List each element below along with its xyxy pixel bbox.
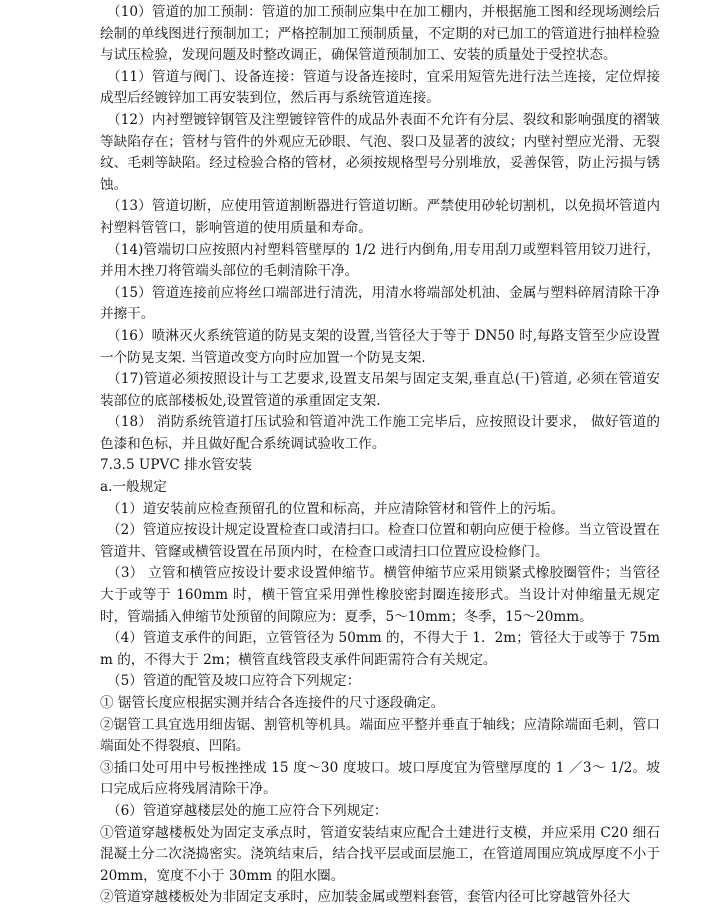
section-heading: 7.3.5 UPVC 排水管安装	[100, 457, 253, 474]
list-item: ③插口处可用中号板挫挫成 15 度～30 度坡口。坡口厚度宜为管壁厚度的 1 ／3～ 1/2。坡口完成后应将残屑清除干净。	[100, 759, 660, 798]
list-item: ②锯管工具宜选用细齿锯、割管机等机具。端面应平整并垂直于轴线；应清除端面毛刺，管口端面处不得裂痕、凹陷。	[100, 716, 660, 755]
document-body	[100, 2, 660, 909]
list-item: ① 锯管长度应根据实测并结合各连接件的尺寸逐段确定。	[100, 695, 445, 711]
rule-paragraph-1: （1）道安装前应检查预留孔的位置和标高，并应清除管材和管件上的污垢。	[107, 500, 565, 517]
paragraph-12: （12）内衬塑镀锌钢管及注塑镀锌管件的成品外表面不允许有分层、裂纹和影响强度的褶皱等缺陷存在；管材与管件的外观应无砂眼、气泡、裂口及显著的波纹；内壁衬塑应光滑、无裂纹、毛刺等缺陷。经过检验合格的管材，必须按规格型号分别堆放，妥善保管，防止污损与锈蚀。	[100, 111, 660, 193]
paragraph-16: （16）喷淋灭火系统管道的防晃支架的设置,当管径大于等于 DN50 时,每路支管至少应设置一个防晃支架. 当管道改变方向时应加置一个防晃支架.	[100, 327, 660, 366]
paragraph-11: （11）管道与阀门、设备连接：管道与设备连接时，宜采用短管先进行法兰连接，定位焊接成型后经镀锌加工再安装到位，然后再与系统管道连接。	[100, 68, 660, 107]
rule-paragraph-5: （5）管道的配管及坡口应符合下列规定：	[107, 673, 361, 690]
paragraph-18: （18） 消防系统管道打压试验和管道冲洗工作施工完毕后，应按照设计要求， 做好管道的色漆和色标，并且做好配合系统调试验收工作。	[100, 414, 660, 452]
rule-paragraph-4: （4）管道支承件的间距，立管管径为 50mm 的，不得大于 1．2m；管径大于或等于 75mm 的，不得大于 2m；横管直线管段支承件间距需符合有关规定。	[100, 630, 660, 668]
paragraph-14: （14)管端切口应按照内衬塑料管壁厚的 1/2 进行内倒角,用专用刮刀或塑料管用铰刀进行，并用木挫刀将管端头部位的毛刺清除干净。	[100, 241, 660, 280]
rule-paragraph-6: （6）管道穿越楼层处的施工应符合下列规定：	[107, 802, 388, 819]
paragraph-13: （13）管道切断，应使用管道割断器进行管道切断。严禁使用砂轮切割机，以免损坏管道内衬塑料管管口，影响管道的使用质量和寿命。	[100, 198, 660, 236]
rule-paragraph-2: （2）管道应按设计规定设置检查口或清扫口。检查口位置和朝向应便于检修。当立管设置在管道井、管窿或横管设置在吊顶内时，在检查口或清扫口位置应设检修门。	[100, 522, 660, 560]
paragraph-15: （15）管道连接前应将丝口端部进行清洗，用清水将端部处机油、金属与塑料碎屑清除干净并擦干。	[100, 284, 660, 323]
rule-paragraph-3: （3） 立管和横管应按设计要求设置伸缩节。横管伸缩节应采用锁紧式橡胶圈管件；当管径大于或等于 160mm 时，横干管宜采用弹性橡胶密封圈连接形式。当设计对伸缩量无规定时，管端插入伸缩节处预留的间隙应为：夏季，5～10mm；冬季，15～20mm。	[100, 565, 660, 625]
list-item: ①管道穿越楼板处为固定支承点时，管道安装结束应配合土建进行支模，并应采用 C20 细石混凝土分二次浇捣密实。浇筑结束后，结合找平层或面层施工，在管道周围应筑成厚度不小于 20mm，宽度不小于 30mm 的阻水圈。	[100, 824, 660, 884]
paragraph-17: （17)管道必须按照设计与工艺要求,设置支吊架与固定支架,垂直总(干)管道, 必须在管道安装部位的底部楼板处,设置管道的承重固定支架.	[100, 371, 660, 409]
subsection-heading: a.一般规定	[100, 479, 167, 496]
paragraph-10: （10）管道的加工预制：管道的加工预制应集中在加工棚内，并根据施工图和经现场测绘后绘制的单线图进行预制加工；严格控制加工预制质量，不定期的对已加工的管道进行抽样检验与试压检验，发现问题及时整改调正，确保管道预制加工、安装的质量处于受控状态。	[100, 4, 660, 64]
list-item: ②管道穿越楼板处为非固定支承时，应加装金属或塑料套管，套管内径可比穿越管外径大	[100, 889, 631, 906]
